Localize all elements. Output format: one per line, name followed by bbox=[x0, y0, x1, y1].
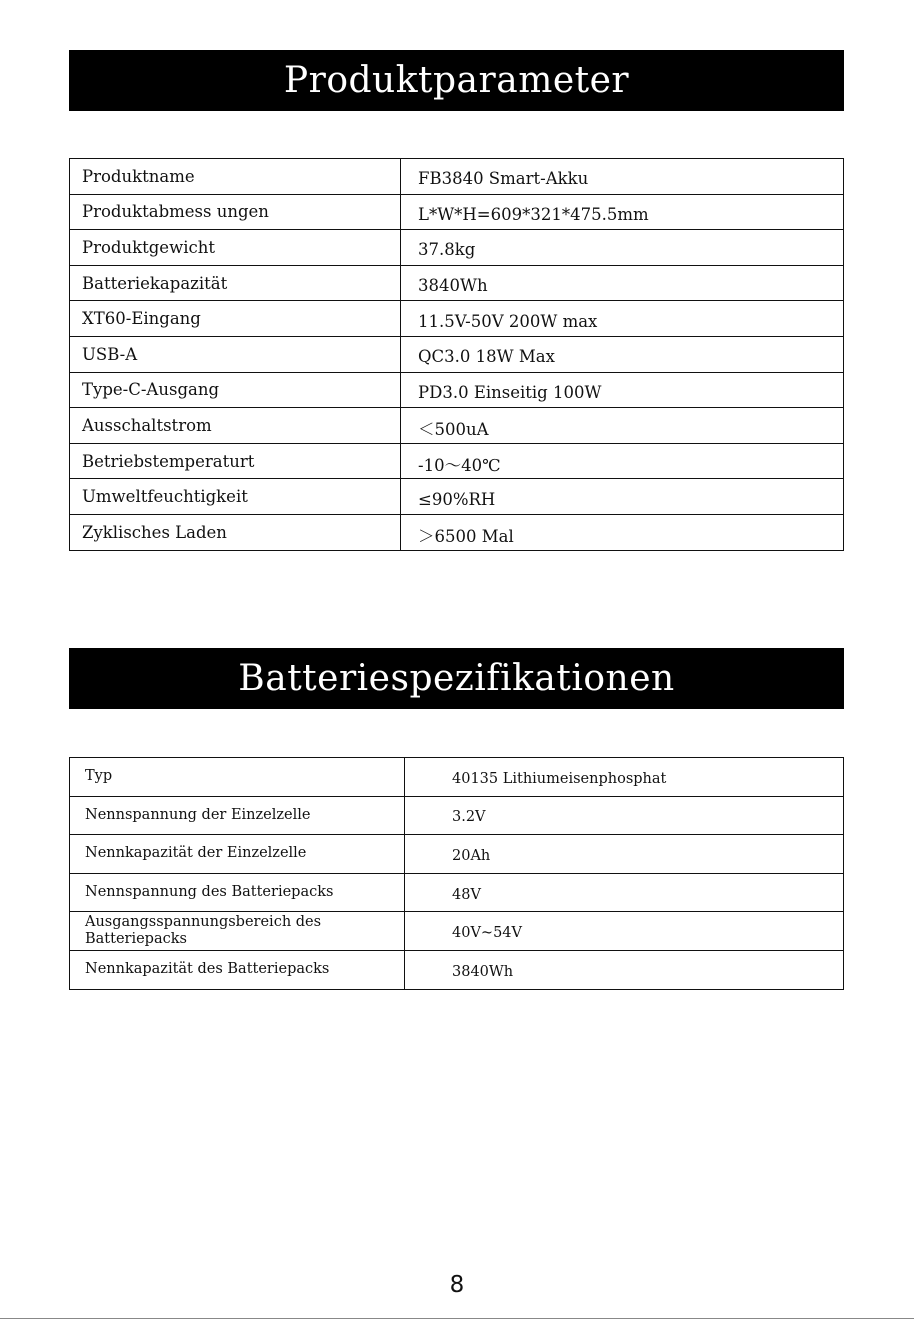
row-value: QC3.0 18W Max bbox=[401, 336, 844, 372]
table-row bbox=[70, 479, 844, 515]
table-row bbox=[70, 873, 844, 912]
row-label: Typ bbox=[70, 758, 405, 797]
table-row bbox=[70, 194, 844, 230]
row-value: ＞6500 Mal bbox=[401, 514, 844, 550]
row-label: Batteriekapazität bbox=[70, 265, 401, 301]
row-value: 20Ah bbox=[405, 835, 844, 874]
row-value: 40135 Lithiumeisenphosphat bbox=[405, 758, 844, 797]
row-value: 11.5V-50V 200W max bbox=[401, 301, 844, 337]
row-label: Produktname bbox=[70, 159, 401, 195]
row-value: 40V~54V bbox=[405, 912, 844, 951]
row-label: Produktabmess ungen bbox=[70, 194, 401, 230]
row-value: ＜500uA bbox=[401, 408, 844, 444]
product-parameters-table bbox=[69, 158, 844, 551]
table-row bbox=[70, 443, 844, 479]
table-row bbox=[70, 301, 844, 337]
row-value: 37.8kg bbox=[401, 230, 844, 266]
table-row bbox=[70, 230, 844, 266]
row-value: 48V bbox=[405, 873, 844, 912]
row-label: Type-C-Ausgang bbox=[70, 372, 401, 408]
row-label: Nennspannung der Einzelzelle bbox=[70, 796, 405, 835]
row-label: Umweltfeuchtigkeit bbox=[70, 479, 401, 515]
table-row bbox=[70, 265, 844, 301]
row-value: 3840Wh bbox=[405, 950, 844, 989]
page-number: 8 bbox=[449, 1272, 465, 1298]
section-title-produktparameter: Produktparameter bbox=[69, 50, 844, 111]
row-label: Betriebstemperaturt bbox=[70, 443, 401, 479]
table-row bbox=[70, 950, 844, 989]
row-value: L*W*H=609*321*475.5mm bbox=[401, 194, 844, 230]
row-label: USB-A bbox=[70, 336, 401, 372]
row-label: Zyklisches Laden bbox=[70, 514, 401, 550]
table-row bbox=[70, 408, 844, 444]
row-value: PD3.0 Einseitig 100W bbox=[401, 372, 844, 408]
row-label: Produktgewicht bbox=[70, 230, 401, 266]
battery-specifications-table bbox=[69, 757, 844, 990]
table-row bbox=[70, 372, 844, 408]
section-title-batteriespezifikationen: Batteriespezifikationen bbox=[69, 648, 844, 709]
row-value: 3840Wh bbox=[401, 265, 844, 301]
table-row bbox=[70, 514, 844, 550]
table-row bbox=[70, 758, 844, 797]
row-value: -10～40℃ bbox=[401, 443, 844, 479]
row-label: Nennspannung des Batteriepacks bbox=[70, 873, 405, 912]
row-label: Nennkapazität des Batteriepacks bbox=[70, 950, 405, 989]
row-label: Ausschaltstrom bbox=[70, 408, 401, 444]
table-row bbox=[70, 912, 844, 951]
bottom-divider bbox=[0, 1318, 914, 1319]
table-row bbox=[70, 796, 844, 835]
row-label: XT60-Eingang bbox=[70, 301, 401, 337]
row-value: ≤90%RH bbox=[401, 479, 844, 515]
row-label: Nennkapazität der Einzelzelle bbox=[70, 835, 405, 874]
table-row bbox=[70, 835, 844, 874]
row-value: FB3840 Smart-Akku bbox=[401, 159, 844, 195]
row-value: 3.2V bbox=[405, 796, 844, 835]
table-row bbox=[70, 159, 844, 195]
row-label: Ausgangsspannungsbereich des Batteriepacks bbox=[70, 912, 405, 951]
table-row bbox=[70, 336, 844, 372]
